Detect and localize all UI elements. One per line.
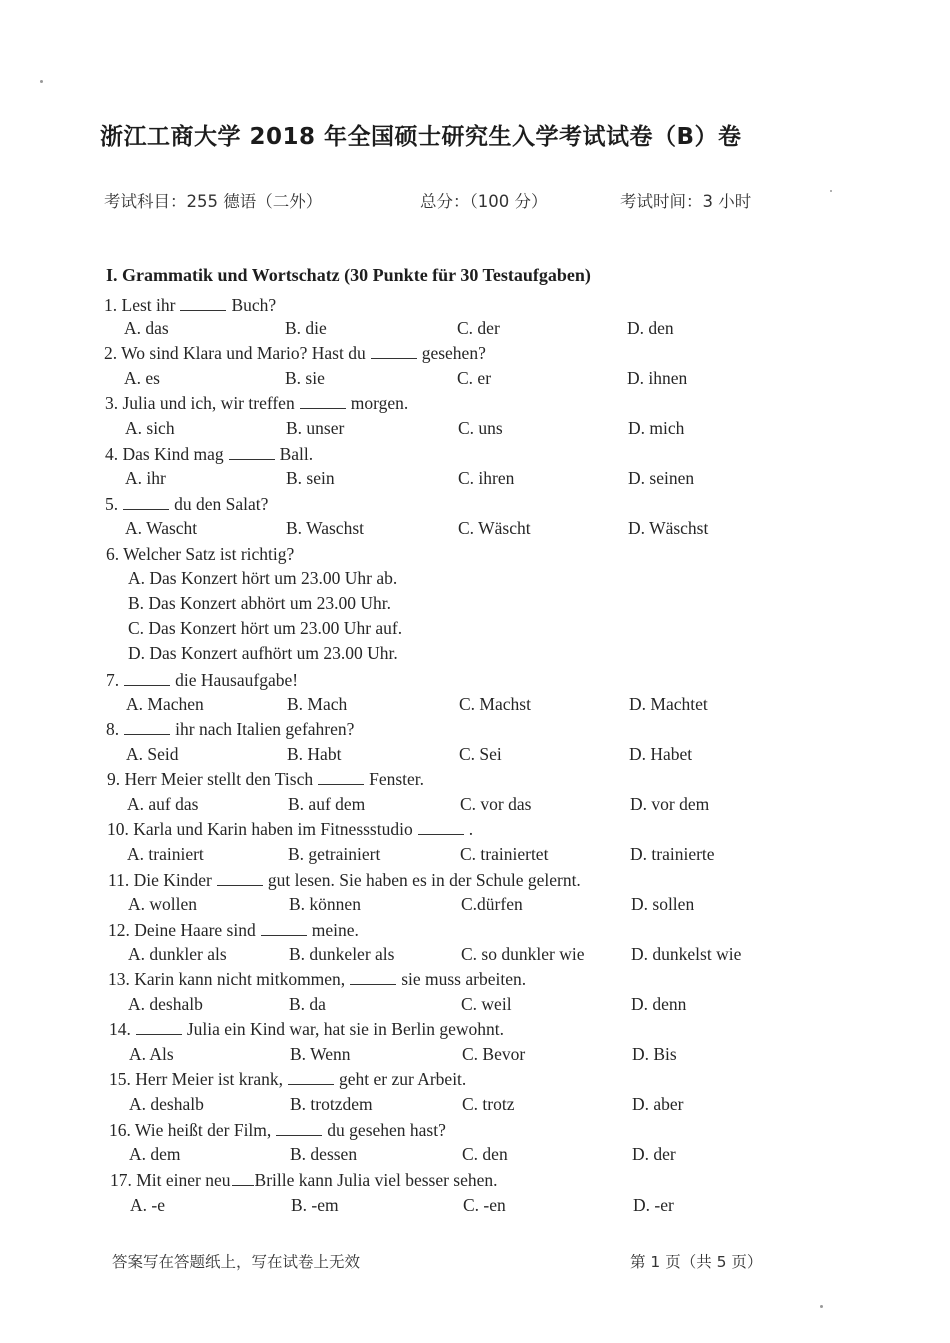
scan-speck <box>40 80 43 83</box>
answer-blank <box>124 684 170 686</box>
answer-option: B. Waschst <box>286 518 364 538</box>
question-text-after: meine. <box>311 920 359 940</box>
question-stem <box>105 444 313 465</box>
question-stem <box>107 819 473 840</box>
answer-option: A. dem <box>129 1144 181 1164</box>
question-stem <box>104 343 486 364</box>
question-text-after: geht er zur Arbeit. <box>338 1069 467 1089</box>
question-text-before: 12. Deine Haare sind <box>108 920 256 940</box>
question-text-before: 10. Karla und Karin haben im Fitnessstudio <box>107 819 413 839</box>
answer-option: A. es <box>124 368 160 388</box>
exam-total-score: 总分：（100 分） <box>420 192 548 211</box>
answer-option: D. trainierte <box>630 844 715 864</box>
question-stem <box>110 1170 498 1191</box>
question-text-before: 1. Lest ihr <box>104 295 176 315</box>
question-stem <box>106 544 294 565</box>
answer-option: C. -en <box>463 1195 506 1215</box>
answer-option: C. Das Konzert hört um 23.00 Uhr auf. <box>128 618 403 638</box>
answer-option: C. trainiertet <box>460 844 549 864</box>
question-text-before: 11. Die Kinder <box>108 870 212 890</box>
answer-blank <box>232 1184 254 1186</box>
question-text-after: ihr nach Italien gefahren? <box>175 719 355 739</box>
answer-option: A. Machen <box>126 694 204 714</box>
answer-option: D. dunkelst wie <box>631 944 742 964</box>
answer-option: C. uns <box>458 418 503 438</box>
question-text-before: 8. <box>106 719 120 739</box>
answer-option: C. so dunkler wie <box>461 944 585 964</box>
question-stem <box>105 494 268 515</box>
question-text-after: die Hausaufgabe! <box>175 670 299 690</box>
answer-blank <box>229 458 275 460</box>
answer-blank <box>276 1134 322 1136</box>
question-stem <box>106 719 354 740</box>
answer-option: D. Das Konzert aufhört um 23.00 Uhr. <box>128 643 398 663</box>
question-text-before: 2. Wo sind Klara und Mario? Hast du <box>104 343 366 363</box>
answer-option: B. Das Konzert abhört um 23.00 Uhr. <box>128 593 391 613</box>
answer-option: A. wollen <box>128 894 198 914</box>
question-stem <box>105 393 408 414</box>
question-text-before: 3. Julia und ich, wir treffen <box>105 393 295 413</box>
answer-option: D. Wäschst <box>628 518 709 538</box>
answer-option: C. Machst <box>459 694 531 714</box>
answer-option: D. der <box>632 1144 676 1164</box>
answer-option: A. Das Konzert hört um 23.00 Uhr ab. <box>128 568 398 588</box>
answer-blank <box>371 357 417 359</box>
answer-option: D. ihnen <box>627 368 688 388</box>
question-text-after: Buch? <box>231 295 277 315</box>
answer-option: A. deshalb <box>128 994 203 1014</box>
answer-option: B. Wenn <box>290 1044 351 1064</box>
question-text-after: Fenster. <box>369 769 425 789</box>
answer-option: A. dunkler als <box>128 944 227 964</box>
answer-blank <box>418 833 464 835</box>
answer-option: C. den <box>462 1144 508 1164</box>
question-text-after: . <box>468 819 474 839</box>
answer-blank <box>180 309 226 311</box>
answer-option: C. Wäscht <box>458 518 531 538</box>
answer-option: C. trotz <box>462 1094 515 1114</box>
question-text-after: du gesehen hast? <box>327 1120 446 1140</box>
question-text-after: Brille kann Julia viel besser sehen. <box>254 1170 498 1190</box>
answer-option: B. unser <box>286 418 345 438</box>
question-text-after: Julia ein Kind war, hat sie in Berlin gewohnt. <box>186 1019 505 1039</box>
question-stem <box>109 1019 504 1040</box>
question-text-after: gut lesen. Sie haben es in der Schule gelernt. <box>267 870 581 890</box>
exam-duration: 考试时间：3 小时 <box>620 192 752 211</box>
answer-option: B. sein <box>286 468 335 488</box>
answer-option: B. sie <box>285 368 325 388</box>
answer-option: C. er <box>457 368 492 388</box>
question-text-before: 6. Welcher Satz ist richtig? <box>106 544 295 564</box>
question-text-before: 14. <box>109 1019 131 1039</box>
answer-option: A. Als <box>129 1044 174 1064</box>
question-text-before: 9. Herr Meier stellt den Tisch <box>107 769 314 789</box>
answer-option: A. Seid <box>126 744 179 764</box>
answer-blank <box>350 983 396 985</box>
answer-option: B. auf dem <box>288 794 366 814</box>
answer-option: A. deshalb <box>129 1094 204 1114</box>
answer-option: B. dunkeler als <box>289 944 395 964</box>
answer-blank <box>318 783 364 785</box>
question-text-after: Ball. <box>279 444 314 464</box>
answer-blank <box>288 1083 334 1085</box>
answer-option: A. -e <box>130 1195 165 1215</box>
answer-option: C.dürfen <box>461 894 523 914</box>
answer-option: D. mich <box>628 418 685 438</box>
answer-option: D. Habet <box>629 744 693 764</box>
answer-option: A. ihr <box>125 468 166 488</box>
question-stem <box>107 769 424 790</box>
answer-option: B. Habt <box>287 744 342 764</box>
exam-title: 浙江工商大学 2018 年全国硕士研究生入学考试试卷（B）卷 <box>100 124 742 150</box>
question-text-before: 17. Mit einer neu <box>110 1170 231 1190</box>
answer-option: B. Mach <box>287 694 348 714</box>
scan-speck <box>820 1305 823 1308</box>
question-stem <box>106 670 298 691</box>
answer-option: B. die <box>285 318 327 338</box>
scan-speck <box>830 190 832 192</box>
answer-option: B. trotzdem <box>290 1094 373 1114</box>
answer-blank <box>123 508 169 510</box>
answer-option: D. denn <box>631 994 687 1014</box>
answer-blank <box>300 407 346 409</box>
answer-blank <box>136 1033 182 1035</box>
question-stem <box>109 1120 446 1141</box>
question-text-before: 5. <box>105 494 119 514</box>
answer-option: D. den <box>627 318 674 338</box>
answer-option: C. Bevor <box>462 1044 526 1064</box>
answer-option: B. dessen <box>290 1144 358 1164</box>
answer-option: D. seinen <box>628 468 695 488</box>
answer-option: C. ihren <box>458 468 515 488</box>
answer-option: D. -er <box>633 1195 674 1215</box>
question-text-after: sie muss arbeiten. <box>401 969 527 989</box>
question-text-after: du den Salat? <box>174 494 269 514</box>
question-stem <box>108 870 581 891</box>
answer-blank <box>217 884 263 886</box>
answer-option: C. vor das <box>460 794 532 814</box>
answer-option: D. sollen <box>631 894 695 914</box>
question-stem <box>109 1069 466 1090</box>
answer-option: C. Sei <box>459 744 502 764</box>
question-text-before: 15. Herr Meier ist krank, <box>109 1069 283 1089</box>
answer-option: B. können <box>289 894 361 914</box>
answer-option: C. weil <box>461 994 512 1014</box>
answer-option: B. -em <box>291 1195 339 1215</box>
answer-option: A. auf das <box>127 794 199 814</box>
footer-note: 答案写在答题纸上，写在试卷上无效 <box>112 1253 361 1271</box>
question-text-after: morgen. <box>350 393 409 413</box>
question-text-after: gesehen? <box>421 343 486 363</box>
answer-blank <box>124 733 170 735</box>
question-text-before: 13. Karin kann nicht mitkommen, <box>108 969 346 989</box>
question-stem <box>108 969 526 990</box>
answer-option: D. Bis <box>632 1044 677 1064</box>
answer-option: C. der <box>457 318 500 338</box>
answer-option: A. sich <box>125 418 175 438</box>
question-text-before: 7. <box>106 670 120 690</box>
exam-subject: 考试科目：255 德语（二外） <box>104 192 323 211</box>
answer-option: D. vor dem <box>630 794 710 814</box>
answer-option: A. das <box>124 318 169 338</box>
question-text-before: 4. Das Kind mag <box>105 444 224 464</box>
answer-option: D. aber <box>632 1094 684 1114</box>
answer-option: A. Wascht <box>125 518 198 538</box>
page-number: 第 1 页（共 5 页） <box>630 1253 763 1271</box>
answer-option: B. da <box>289 994 326 1014</box>
question-stem <box>104 295 276 316</box>
answer-blank <box>261 934 307 936</box>
answer-option: D. Machtet <box>629 694 708 714</box>
section-title: I. Grammatik und Wortschatz (30 Punkte für 30 Testaufgaben) <box>106 265 591 285</box>
answer-option: A. trainiert <box>127 844 204 864</box>
question-stem <box>108 920 359 941</box>
question-text-before: 16. Wie heißt der Film, <box>109 1120 272 1140</box>
answer-option: B. getrainiert <box>288 844 381 864</box>
